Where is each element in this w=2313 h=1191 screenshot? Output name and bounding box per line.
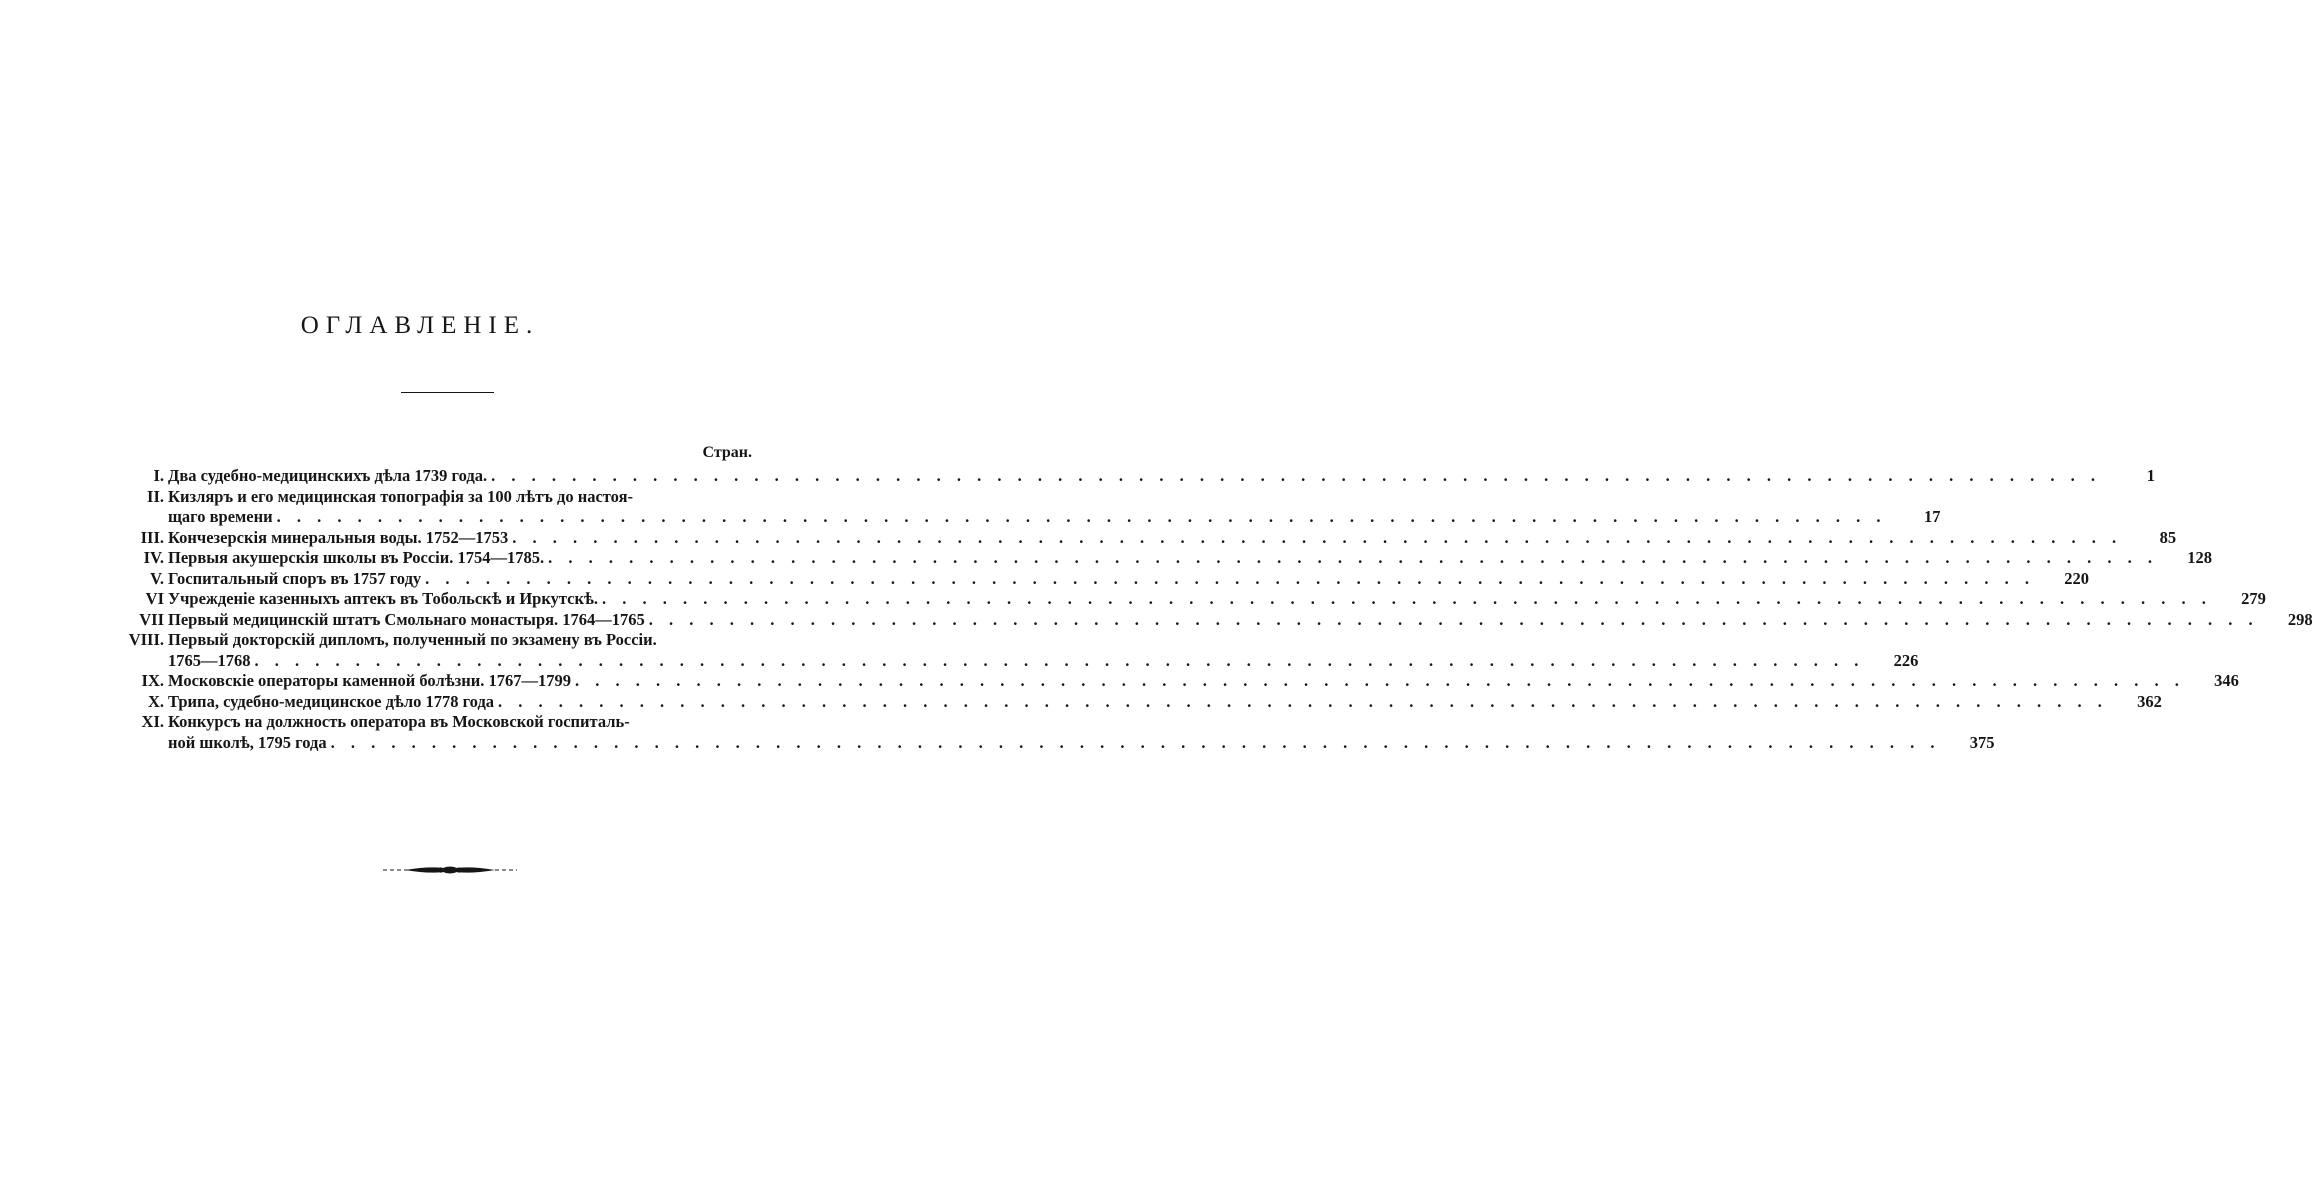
toc-entry-title-line: Два судебно-медицинскихъ дѣла 1739 года. bbox=[168, 466, 488, 485]
toc-entry-page-number: 17 bbox=[1924, 507, 1941, 526]
toc-entry-numeral: VIII. bbox=[128, 630, 164, 649]
toc-entry-page-number: 298 bbox=[2287, 609, 2313, 629]
toc-entry-title-line: Кизляръ и его медицинская топографія за 100 лѣтъ до настоя- bbox=[168, 486, 634, 506]
dot-leader: . . . . . . . . . . . . . . . . . . . . . . . . . . . . . . . . . . . . . . . . . . . . . . . . . . . . . . . . . . . . . . . . . . . . . . . . . . . . . . . . bbox=[575, 671, 2185, 690]
toc-entry-numeral: XI. bbox=[141, 712, 164, 731]
toc-entry-page-number: 279 bbox=[2241, 589, 2266, 608]
toc-entry bbox=[118, 568, 2090, 590]
toc-entry-page-number: 128 bbox=[2187, 548, 2213, 567]
toc-entry bbox=[118, 589, 2266, 610]
toc-entry bbox=[118, 630, 1919, 671]
toc-entry-title-line: Первый докторскій дипломъ, полученный по экзамену въ Россіи. bbox=[168, 630, 657, 649]
toc-entry-title-line: Госпитальный споръ въ 1757 году bbox=[168, 568, 422, 588]
page-column-header: Стран. bbox=[702, 444, 752, 461]
toc-entry bbox=[118, 609, 2313, 631]
dot-leader: . . . . . . . . . . . . . . . . . . . . . . . . . . . . . . . . . . . . . . . . . . . . . . . . . . . . . . . . . . . . . . . . . . . . . . . . . . . . . . . . bbox=[425, 568, 2036, 588]
toc-entry-page-number: 346 bbox=[2214, 671, 2239, 690]
toc-entry-numeral: I. bbox=[153, 466, 164, 485]
end-ornament bbox=[383, 864, 517, 876]
toc-entry-page-number: 220 bbox=[2064, 568, 2090, 588]
toc-entry-title-line: Конкурсъ на должность оператора въ Московской госпиталь- bbox=[168, 712, 630, 731]
toc-entry-numeral: VI bbox=[145, 589, 164, 608]
toc-entry-title-line: 1765—1768 bbox=[168, 650, 251, 670]
page-title: ОГЛАВЛЕНІЕ. bbox=[300, 312, 540, 339]
toc-entry bbox=[118, 486, 1941, 528]
toc-entry-title-line: Учрежденіе казенныхъ аптекъ въ Тобольскѣ и Иркутскѣ. bbox=[168, 589, 599, 608]
toc-entry-title-line: Первыя акушерскія школы въ Россіи. 1754—1785. bbox=[168, 548, 545, 567]
toc-entry-numeral: V. bbox=[150, 568, 164, 588]
dot-leader: . . . . . . . . . . . . . . . . . . . . . . . . . . . . . . . . . . . . . . . . . . . . . . . . . . . . . . . . . . . . . . . . . . . . . . . . . . . . . . . . bbox=[276, 507, 1887, 526]
table-of-contents bbox=[118, 466, 2313, 753]
title-rule bbox=[401, 392, 494, 393]
toc-entry bbox=[118, 548, 2213, 569]
dot-leader: . . . . . . . . . . . . . . . . . . . . . . . . . . . . . . . . . . . . . . . . . . . . . . . . . . . . . . . . . . . . . . . . . . . . . . . . . . . . . . . . bbox=[512, 527, 2123, 547]
toc-entry-numeral: IX. bbox=[141, 671, 164, 690]
toc-entry bbox=[118, 671, 2239, 692]
dot-leader: . . . . . . . . . . . . . . . . . . . . . . . . . . . . . . . . . . . . . . . . . . . . . . . . . . . . . . . . . . . . . . . . . . . . . . . . . . . . . . . . bbox=[498, 691, 2108, 711]
toc-entry-page-number: 226 bbox=[1893, 650, 1919, 670]
dot-leader: . . . . . . . . . . . . . . . . . . . . . . . . . . . . . . . . . . . . . . . . . . . . . . . . . . . . . . . . . . . . . . . . . . . . . . . . . . . . . . . . bbox=[602, 589, 2212, 608]
toc-entry bbox=[118, 527, 2177, 549]
toc-entry-title-line: Кончезерскія минеральныя воды. 1752—1753 bbox=[168, 527, 509, 547]
toc-entry bbox=[118, 712, 1995, 753]
toc-entry-title-line: Первый медицинскій штатъ Смольнаго монастыря. 1764—1765 bbox=[168, 609, 645, 629]
dot-leader: . . . . . . . . . . . . . . . . . . . . . . . . . . . . . . . . . . . . . . . . . . . . . . . . . . . . . . . . . . . . . . . . . . . . . . . . . . . . . . . . bbox=[254, 650, 1865, 670]
toc-entry-numeral: VII bbox=[139, 609, 164, 629]
toc-entry bbox=[118, 466, 2156, 487]
dot-leader: . . . . . . . . . . . . . . . . . . . . . . . . . . . . . . . . . . . . . . . . . . . . . . . . . . . . . . . . . . . . . . . . . . . . . . . . . . . . . . . . bbox=[548, 548, 2159, 567]
toc-entry-numeral: II. bbox=[147, 486, 164, 506]
toc-entry-page-number: 375 bbox=[1969, 732, 1995, 752]
dot-leader: . . . . . . . . . . . . . . . . . . . . . . . . . . . . . . . . . . . . . . . . . . . . . . . . . . . . . . . . . . . . . . . . . . . . . . . . . . . . . . . . bbox=[330, 732, 1941, 752]
dot-leader: . . . . . . . . . . . . . . . . . . . . . . . . . . . . . . . . . . . . . . . . . . . . . . . . . . . . . . . . . . . . . . . . . . . . . . . . . . . . . . . . bbox=[648, 609, 2259, 629]
toc-entry-numeral: X. bbox=[147, 691, 164, 711]
toc-entry-page-number: 1 bbox=[2146, 466, 2156, 485]
toc-entry-title-line: Трипа, судебно-медицинское дѣло 1778 года bbox=[168, 691, 495, 711]
toc-entry-numeral: IV. bbox=[143, 548, 164, 567]
toc-entry-numeral: III. bbox=[140, 527, 164, 547]
toc-entry-title-line: щаго времени bbox=[168, 507, 273, 526]
dot-leader: . . . . . . . . . . . . . . . . . . . . . . . . . . . . . . . . . . . . . . . . . . . . . . . . . . . . . . . . . . . . . . . . . . . . . . . . . . . . . . . . bbox=[491, 466, 2102, 485]
toc-entry-title-line: Московскіе операторы каменной болѣзни. 1767—1799 bbox=[168, 671, 572, 690]
toc-entry bbox=[118, 691, 2162, 713]
toc-entry-page-number: 362 bbox=[2137, 691, 2162, 711]
toc-entry-page-number: 85 bbox=[2159, 527, 2177, 547]
toc-entry-title-line: ной школѣ, 1795 года bbox=[168, 732, 327, 752]
